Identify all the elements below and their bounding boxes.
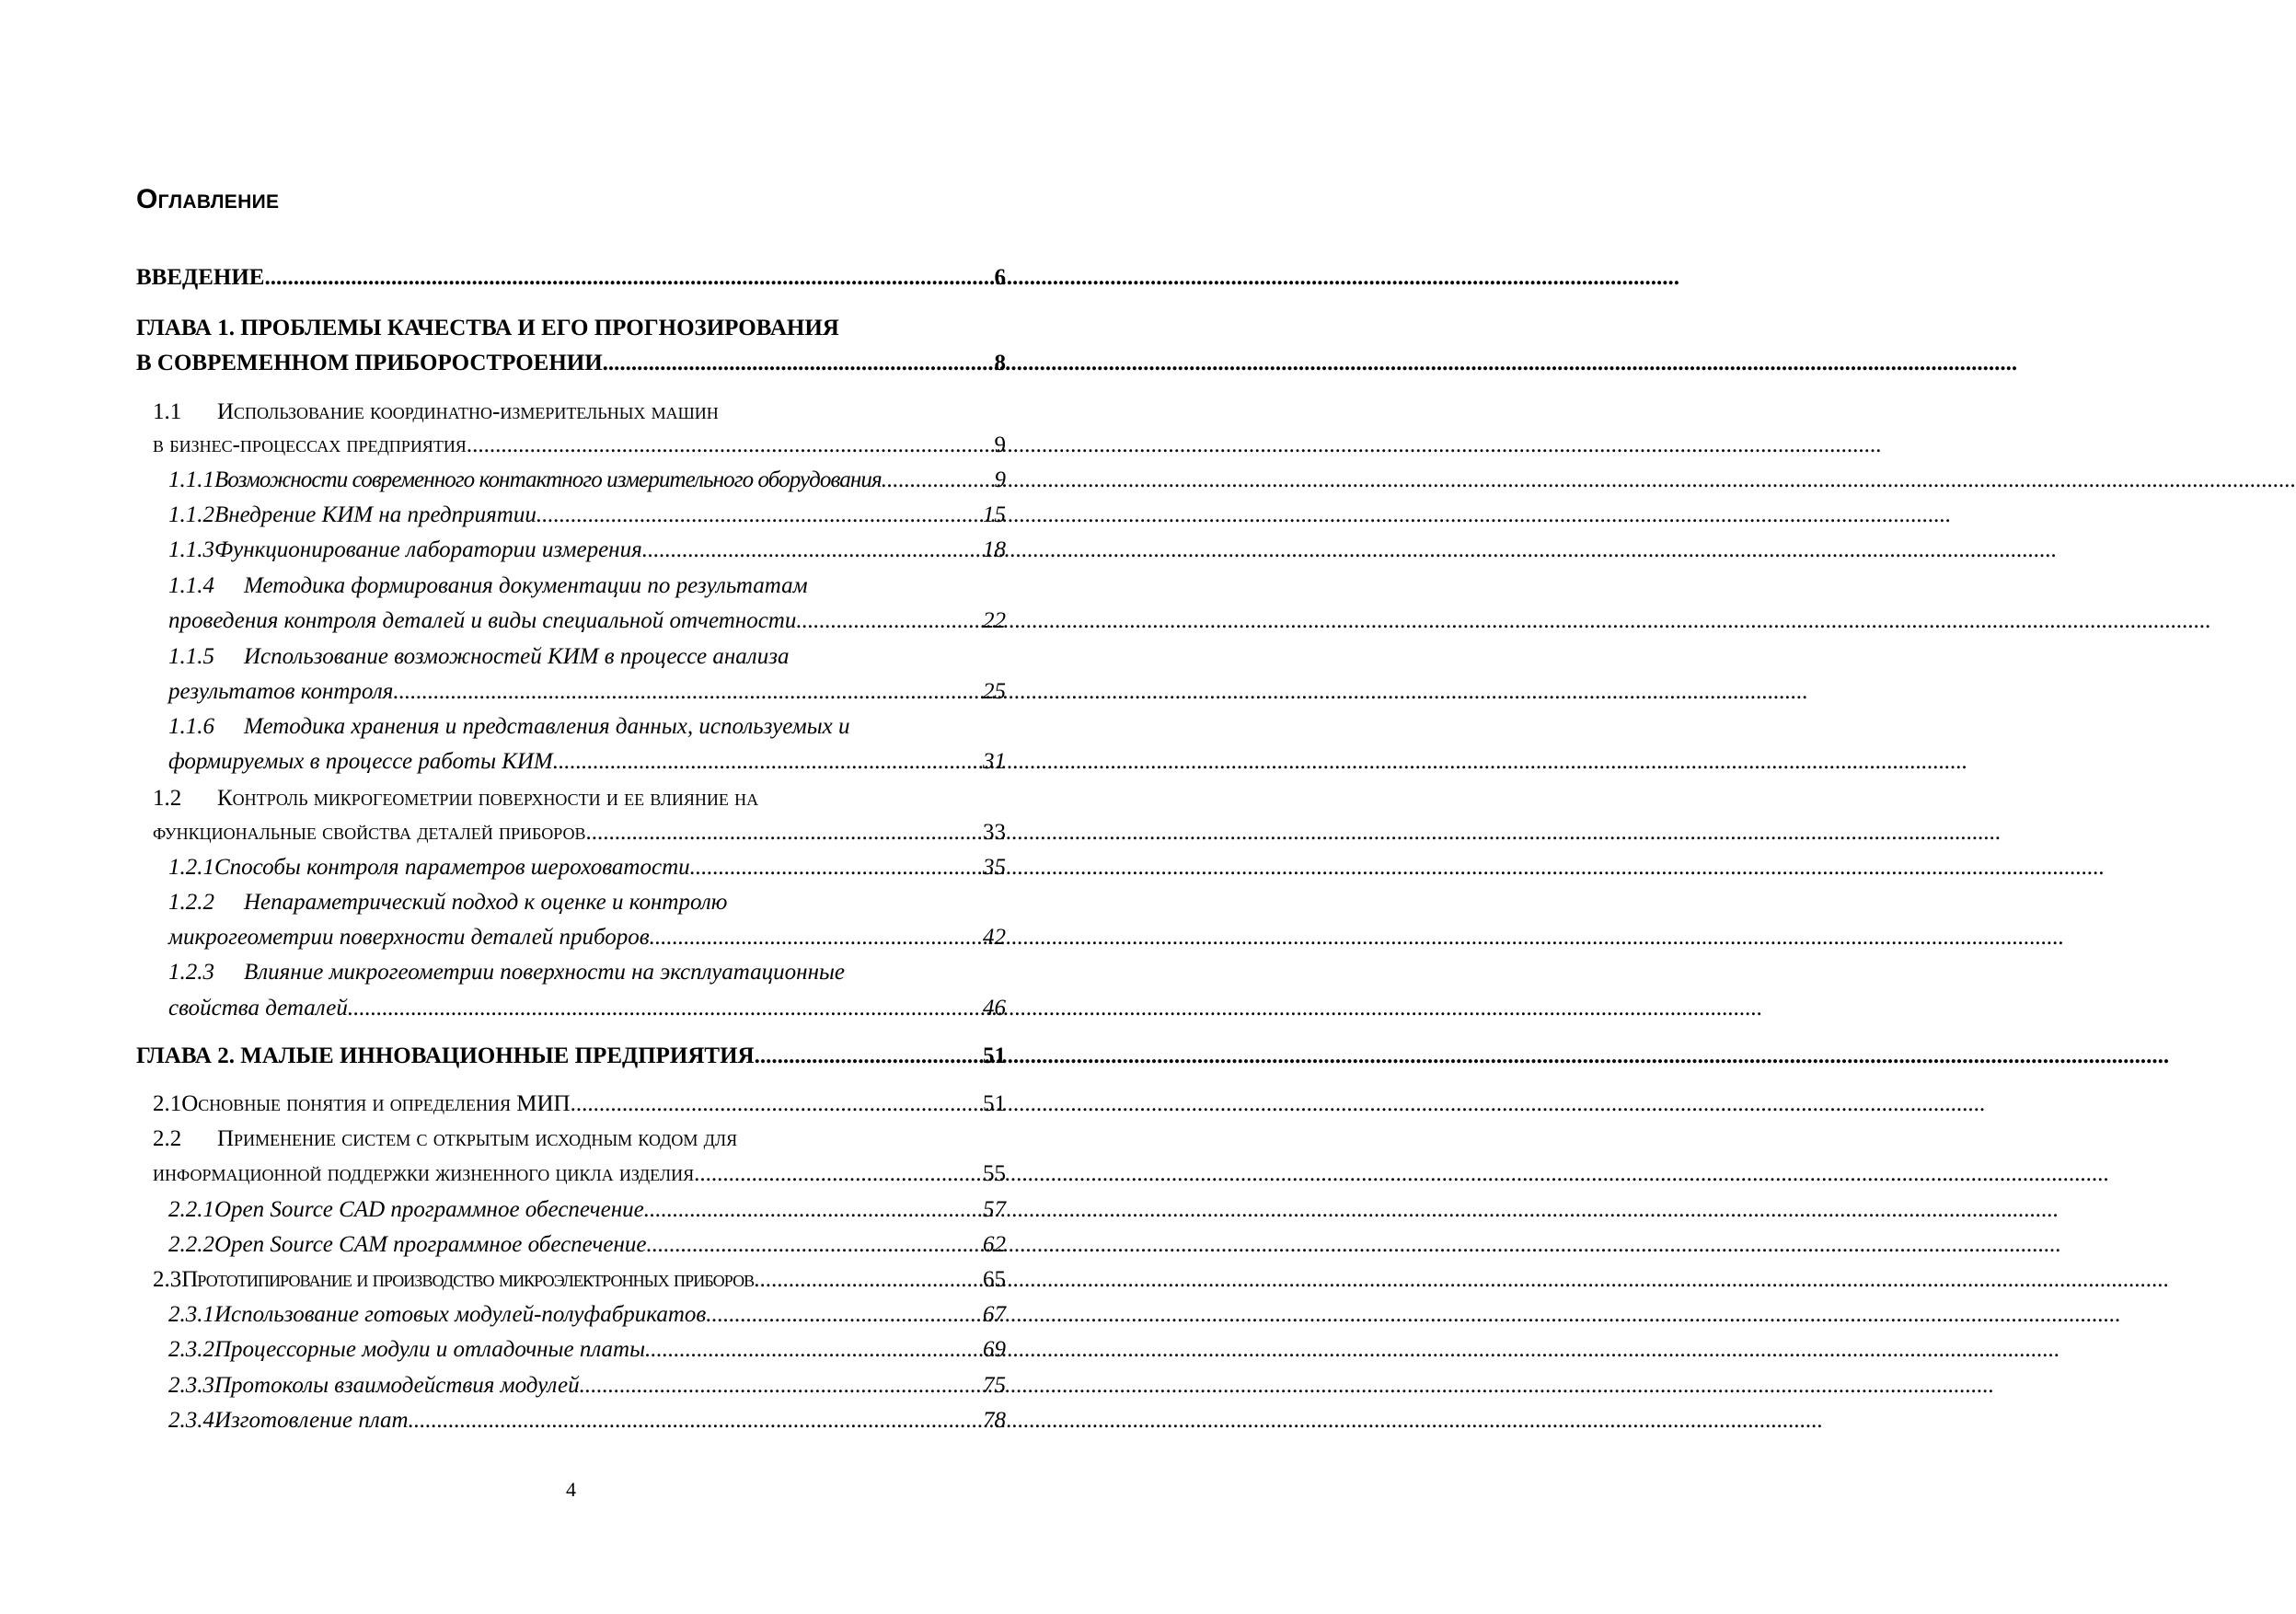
dot-leader: [348, 996, 981, 1021]
toc-entry-title: Функционирование лаборатории измерения: [214, 537, 642, 562]
toc-subsection-1-1-2[interactable]: [168, 502, 1006, 537]
dot-leader: [642, 537, 981, 563]
toc-entry-title: ВВЕДЕНИЕ: [136, 265, 265, 290]
toc-entry-title: Open Source CAM программное обеспечение: [214, 1232, 647, 1257]
page-number-footer: 4: [566, 1478, 576, 1501]
toc-section-number: 2.3: [153, 1267, 182, 1292]
toc-subsection-1-1-5-line2[interactable]: [168, 679, 1006, 714]
toc-entry-title: Контроль микрогеометрии поверхности и ее влияние на: [217, 786, 759, 811]
toc-page-number: 22: [983, 608, 1006, 633]
toc-chapter-1-line1[interactable]: [136, 316, 839, 351]
dot-leader: [650, 925, 981, 951]
page-title: Оглавление: [136, 184, 280, 214]
toc-page-number: 8: [994, 351, 1006, 375]
dot-leader: [796, 608, 981, 634]
dot-leader: [409, 1408, 981, 1434]
toc-entry-title: Использование возможностей КИМ в процессе анализа: [244, 644, 790, 669]
dot-leader: [690, 855, 981, 881]
toc-entry-title-cont: проведения контроля деталей и виды специальной отчетности: [168, 608, 797, 633]
toc-entry-title: Применение систем с открытым исходным кодом для: [217, 1126, 738, 1151]
toc-entry-title: Протоколы взаимодействия модулей: [214, 1373, 580, 1398]
toc-subsection-2-3-2[interactable]: [168, 1337, 1006, 1372]
toc-page-number: 33: [983, 820, 1006, 845]
toc-page-number: 46: [983, 996, 1006, 1020]
toc-entry-intro[interactable]: [136, 265, 1006, 300]
dot-leader: [586, 820, 982, 846]
toc-subsection-1-1-4-line1[interactable]: [168, 573, 808, 608]
toc-entry-title: Возможности современного контактного измерительного оборудования: [214, 467, 882, 492]
toc-subsection-1-1-4-line2[interactable]: [168, 608, 1006, 643]
toc-entry-title: Open Source CAD программное обеспечение: [214, 1197, 644, 1222]
toc-page-number: 25: [983, 679, 1006, 704]
toc-subsection-1-1-6-line2[interactable]: [168, 749, 1006, 784]
toc-entry-title-cont: свойства деталей: [168, 996, 348, 1020]
toc-subsection-1-1-3[interactable]: [168, 537, 1006, 572]
toc-section-number: 1.1.3: [168, 537, 214, 562]
toc-page-number: 15: [983, 502, 1006, 527]
toc-page-number: 75: [983, 1373, 1006, 1398]
dot-leader: [537, 502, 981, 528]
toc-entry-title: Способы контроля параметров шероховатости: [214, 855, 690, 880]
toc-entry-title: Методика формирования документации по результатам: [244, 573, 808, 598]
toc-section-2-3[interactable]: [153, 1267, 1006, 1302]
toc-entry-title: Внедрение КИМ на предприятии: [214, 502, 537, 527]
toc-subsection-1-2-3-line2[interactable]: [168, 996, 1006, 1031]
toc-page-number: 69: [983, 1337, 1006, 1362]
toc-section-2-2-line1[interactable]: [153, 1126, 737, 1161]
toc-page-number: 65: [983, 1267, 1006, 1292]
toc-subsection-2-3-3[interactable]: [168, 1373, 1006, 1408]
toc-section-1-2-line2[interactable]: [153, 820, 1006, 855]
toc-page-number: 62: [983, 1232, 1006, 1257]
toc-section-number: 2.2.2: [168, 1232, 214, 1257]
toc-subsection-2-2-2[interactable]: [168, 1232, 1006, 1267]
toc-page-number: 35: [983, 855, 1006, 880]
dot-leader: [580, 1373, 981, 1399]
toc-section-1-1-line2[interactable]: [153, 432, 1006, 467]
toc-page-number: 51: [983, 1043, 1006, 1068]
toc-entry-title: ГЛАВА 1. ПРОБЛЕМЫ КАЧЕСТВА И ЕГО ПРОГНОЗИРОВАНИЯ: [136, 316, 839, 340]
toc-subsection-2-3-1[interactable]: [168, 1302, 1006, 1337]
toc-section-number: 1.2: [153, 786, 182, 811]
toc-page-number: 9: [994, 432, 1006, 457]
dot-leader: [571, 1091, 981, 1117]
toc-section-number: 2.3.4: [168, 1408, 214, 1433]
dot-leader: [706, 1302, 981, 1328]
toc-entry-title-cont: В СОВРЕМЕННОМ ПРИБОРОСТРОЕНИИ: [136, 351, 603, 375]
toc-section-number: 1.1.4: [168, 573, 214, 598]
toc-page-number: 78: [983, 1408, 1006, 1433]
toc-section-number: 1.1.1: [168, 467, 214, 492]
toc-entry-title: Использование готовых модулей-полуфабрикатов: [214, 1302, 707, 1327]
dot-leader: [264, 265, 992, 291]
toc-subsection-1-1-1[interactable]: [168, 467, 1006, 502]
toc-section-2-1[interactable]: [153, 1091, 1006, 1126]
toc-page-number: 31: [983, 749, 1006, 774]
toc-subsection-1-1-6-line1[interactable]: [168, 714, 849, 749]
toc-subsection-1-2-3-line1[interactable]: [168, 960, 845, 995]
toc-entry-title: ГЛАВА 2. МАЛЫЕ ИННОВАЦИОННЫЕ ПРЕДПРИЯТИЯ: [136, 1043, 755, 1068]
toc-entry-title: Непараметрический подход к оценке и контролю: [244, 890, 728, 915]
toc-page-number: 42: [983, 925, 1006, 950]
toc-entry-title: Основные понятия и определения МИП: [181, 1091, 571, 1116]
toc-section-number: 1.2.1: [168, 855, 214, 880]
dot-leader: [603, 351, 993, 376]
toc-section-number: 1.1.2: [168, 502, 214, 527]
dot-leader: [467, 432, 993, 458]
toc-page-number: 67: [983, 1302, 1006, 1327]
toc-subsection-2-2-1[interactable]: [168, 1197, 1006, 1232]
toc-page-number: 51: [983, 1091, 1006, 1116]
toc-entry-title-cont: формируемых в процессе работы КИМ: [168, 749, 553, 774]
toc-entry-title-cont: результатов контроля: [168, 679, 394, 704]
toc-section-2-2-line2[interactable]: [153, 1161, 1006, 1196]
dot-leader: [754, 1267, 981, 1293]
toc-section-number: 2.2: [153, 1126, 182, 1151]
toc-section-1-2-line1[interactable]: [153, 786, 758, 821]
toc-page-number: 6: [994, 265, 1006, 290]
dot-leader: [755, 1043, 981, 1069]
toc-entry-title: Процессорные модули и отладочные платы: [214, 1337, 646, 1362]
toc-page-number: 9: [994, 467, 1006, 492]
toc-subsection-2-3-4[interactable]: [168, 1408, 1006, 1443]
toc-section-number: 1.1: [153, 399, 182, 424]
toc-section-number: 1.1.5: [168, 644, 214, 669]
toc-section-number: 2.3.3: [168, 1373, 214, 1398]
toc-page-number: 57: [983, 1197, 1006, 1222]
dot-leader: [882, 467, 993, 493]
toc-entry-title: Прототипирование и производство микроэлектронных приборов: [181, 1267, 755, 1292]
toc-entry-title: Использование координатно-измерительных машин: [217, 399, 719, 424]
toc-entry-title: Методика хранения и представления данных, используемых и: [244, 714, 850, 739]
toc-entry-title-cont: микрогеометрии поверхности деталей приборов: [168, 925, 650, 950]
toc-entry-title-cont: информационной поддержки жизненного цикла изделия: [153, 1161, 695, 1186]
toc-subsection-1-1-5-line1[interactable]: [168, 644, 789, 679]
toc-chapter-1-line2[interactable]: [136, 351, 1006, 386]
toc-subsection-1-2-2-line1[interactable]: [168, 890, 727, 925]
dot-leader: [393, 679, 981, 705]
dot-leader: [694, 1161, 981, 1187]
toc-chapter-2[interactable]: [136, 1043, 1006, 1078]
toc-entry-title: Влияние микрогеометрии поверхности на эксплуатационные: [244, 960, 846, 985]
toc-subsection-1-2-1[interactable]: [168, 855, 1006, 890]
dot-leader: [644, 1197, 981, 1223]
dot-leader: [553, 749, 981, 775]
dot-leader: [645, 1337, 981, 1363]
toc-section-number: 2.2.1: [168, 1197, 214, 1222]
toc-section-number: 2.1: [153, 1091, 182, 1116]
toc-section-number: 1.2.3: [168, 960, 214, 985]
toc-page-number: 55: [983, 1161, 1006, 1186]
toc-entry-title-cont: в бизнес-процессах предприятия: [153, 432, 467, 457]
toc-page-number: 18: [983, 537, 1006, 562]
toc-section-number: 1.2.2: [168, 890, 214, 915]
toc-section-number: 2.3.1: [168, 1302, 214, 1327]
toc-section-number: 2.3.2: [168, 1337, 214, 1362]
toc-entry-title-cont: функциональные свойства деталей приборов: [153, 820, 586, 845]
dot-leader: [646, 1232, 981, 1258]
toc-section-1-1-line1[interactable]: [153, 399, 719, 434]
toc-subsection-1-2-2-line2[interactable]: [168, 925, 1006, 960]
toc-entry-title: Изготовление плат: [214, 1408, 409, 1433]
toc-section-number: 1.1.6: [168, 714, 214, 739]
